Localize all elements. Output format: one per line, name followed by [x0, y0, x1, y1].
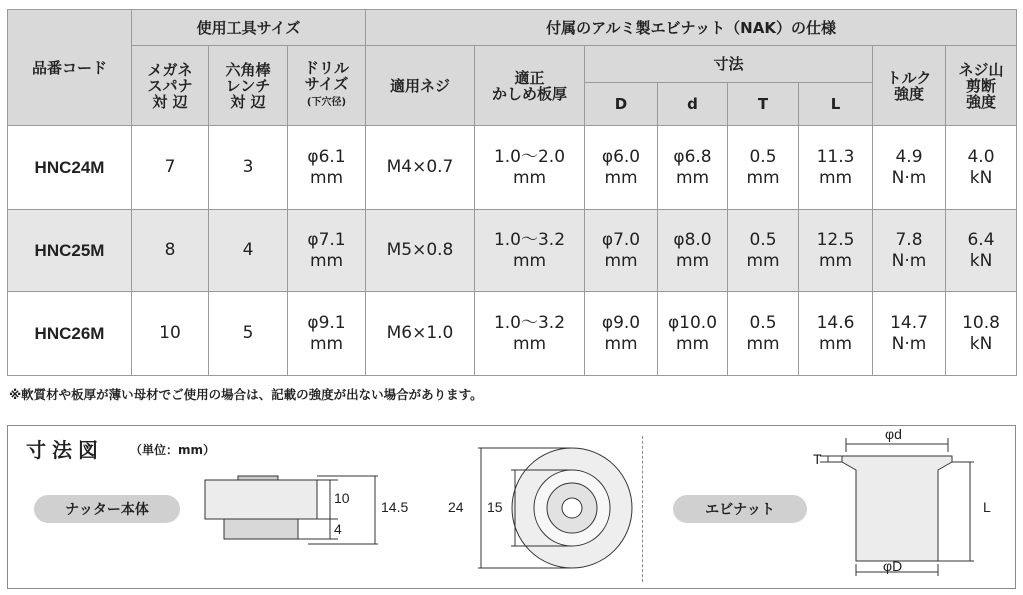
cell-clamp: 1.0～3.2 mm [475, 292, 585, 376]
header-clamp: 適正 かしめ板厚 [475, 46, 585, 126]
cell-shear: 4.0 kN [946, 126, 1017, 210]
cell-spanner: 10 [132, 292, 209, 376]
cell-D: φ9.0 mm [585, 292, 658, 376]
dimension-unit: （単位：mm） [130, 443, 216, 457]
header-shear: ネジ山 剪断 強度 [946, 46, 1017, 126]
header-tools-group: 使用工具サイズ [132, 10, 366, 46]
cell-L: 12.5 mm [799, 210, 873, 292]
dimension-title: 寸法図 [26, 438, 104, 462]
header-drill [288, 46, 366, 126]
cell-hex: 4 [209, 210, 288, 292]
cell-hex: 5 [209, 292, 288, 376]
nutter-body-label: ナッター本体 [34, 495, 180, 523]
epi-nut-label: エビナット [673, 495, 807, 523]
cell-spanner: 8 [132, 210, 209, 292]
cell-thread: M5×0.8 [366, 210, 475, 292]
header-dim-d: d [658, 83, 728, 126]
cell-clamp: 1.0～2.0 mm [475, 126, 585, 210]
cell-T: 0.5 mm [728, 292, 799, 376]
table-row [8, 210, 1017, 292]
header-dim-D: D [585, 83, 658, 126]
table-row [8, 126, 1017, 210]
header-dim-L: L [799, 83, 873, 126]
table-row [8, 292, 1017, 376]
cell-d: φ6.8 mm [658, 126, 728, 210]
header-dim-T: T [728, 83, 799, 126]
cell-code: HNC24M [8, 126, 132, 210]
header-drill-label: ドリル サイズ [303, 59, 349, 93]
header-drill-sub: (下穴径) [306, 97, 347, 108]
cell-drill: φ6.1 mm [288, 126, 366, 210]
cell-D: φ7.0 mm [585, 210, 658, 292]
header-code: 品番コード [8, 10, 132, 126]
header-thread: 適用ネジ [366, 46, 475, 126]
header-torque: トルク 強度 [873, 46, 946, 126]
cell-drill: φ7.1 mm [288, 210, 366, 292]
header-hex-wrench: 六角棒 レンチ 対 辺 [209, 46, 288, 126]
cell-shear: 6.4 kN [946, 210, 1017, 292]
cell-thread: M4×0.7 [366, 126, 475, 210]
cell-L: 11.3 mm [799, 126, 873, 210]
usage-note: ※軟質材や板厚が薄い母材でご使用の場合は、記載の強度が出ない場合があります。 [9, 387, 483, 402]
header-dims-group: 寸法 [585, 46, 873, 83]
cell-drill: φ9.1 mm [288, 292, 366, 376]
epi-nut-drawing [820, 438, 974, 576]
cell-d: φ8.0 mm [658, 210, 728, 292]
cell-D: φ6.0 mm [585, 126, 658, 210]
dim-label-24: 24 [448, 499, 464, 515]
spec-table [7, 9, 1017, 376]
dimension-drawings [8, 426, 1017, 590]
nut-side-view-drawing [205, 476, 378, 544]
cell-torque: 4.9 N·m [873, 126, 946, 210]
cell-code: HNC26M [8, 292, 132, 376]
cell-thread: M6×1.0 [366, 292, 475, 376]
cell-d: φ10.0 mm [658, 292, 728, 376]
cell-T: 0.5 mm [728, 210, 799, 292]
dim-label-14-5: 14.5 [381, 499, 409, 515]
cell-spanner: 7 [132, 126, 209, 210]
cell-clamp: 1.0～3.2 mm [475, 210, 585, 292]
dim-label-4: 4 [334, 521, 342, 537]
cell-shear: 10.8 kN [946, 292, 1017, 376]
dim-label-10: 10 [334, 490, 350, 506]
cell-torque: 7.8 N·m [873, 210, 946, 292]
header-spec-group: 付属のアルミ製エビナット（NAK）の仕様 [366, 10, 1017, 46]
header-spanner: メガネ スパナ 対 辺 [132, 46, 209, 126]
cell-T: 0.5 mm [728, 126, 799, 210]
dim-label-phi-D: φD [883, 558, 903, 574]
dim-label-15: 15 [487, 499, 503, 515]
dim-label-phi-d: φd [885, 426, 902, 442]
cell-L: 14.6 mm [799, 292, 873, 376]
cell-code: HNC25M [8, 210, 132, 292]
dim-label-T: T [813, 451, 822, 467]
cell-torque: 14.7 N·m [873, 292, 946, 376]
cell-hex: 3 [209, 126, 288, 210]
dimension-diagram-panel [7, 425, 1016, 589]
dim-label-L: L [983, 499, 991, 515]
